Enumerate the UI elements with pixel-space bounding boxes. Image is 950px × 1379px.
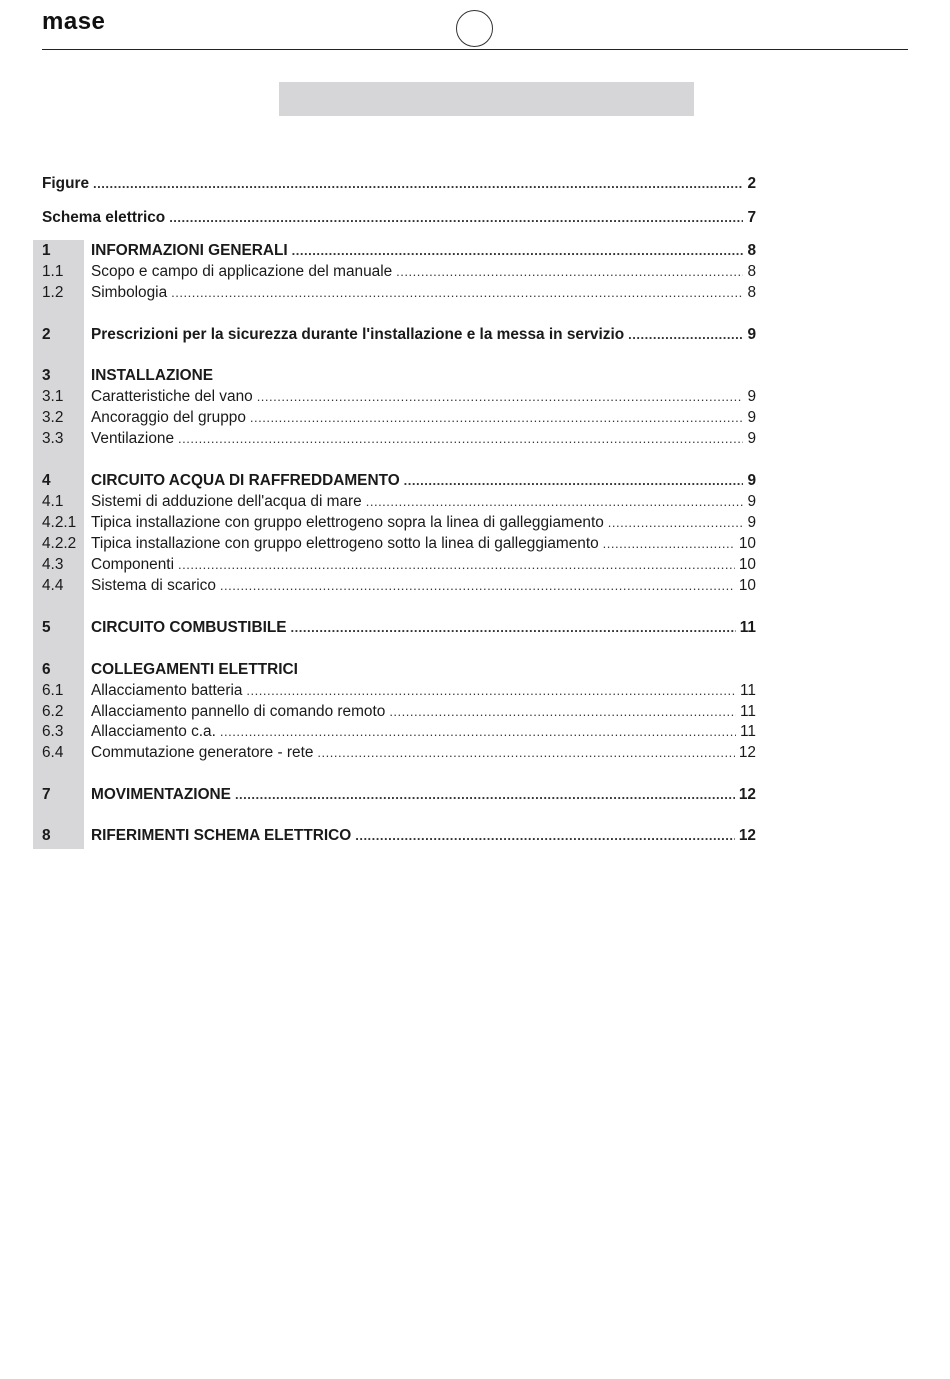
toc-entry-number: 4.4: [42, 577, 64, 594]
toc-leader-dots: [246, 681, 736, 701]
toc-leader-dots: [93, 174, 743, 194]
toc-entry-page: 10: [738, 535, 756, 552]
toc-entry-number: 4: [42, 472, 51, 489]
toc-entry-title: Componenti: [91, 556, 174, 573]
toc-entry-page: 11: [739, 619, 756, 636]
toc-entry-number: 1.1: [42, 263, 64, 280]
toc-entry-title: Figure: [42, 175, 90, 192]
toc-leader-dots: [178, 429, 743, 449]
toc-entry[interactable]: [42, 492, 756, 512]
toc-entry-number: 3.3: [42, 430, 64, 447]
toc-leader-dots: [220, 722, 736, 742]
toc-leader-dots: [404, 471, 744, 491]
toc-entry-number: 3.1: [42, 388, 64, 405]
toc-entry-number: 6.3: [42, 723, 64, 740]
toc-leader-dots: [257, 387, 744, 407]
toc-entry-title: Commutazione generatore - rete: [91, 744, 314, 761]
toc-entry-number: 6.4: [42, 744, 64, 761]
toc-leader-dots: [291, 618, 736, 638]
toc-entry-title: INSTALLAZIONE: [91, 367, 213, 384]
brand-logo: mase: [42, 8, 106, 35]
toc-entry-number: 4.1: [42, 493, 64, 510]
toc-entry-page: 9: [747, 409, 756, 426]
toc-entry-page: 11: [740, 682, 756, 699]
toc-entry[interactable]: [42, 387, 756, 407]
toc-leader-dots: [292, 241, 744, 261]
toc-entry-number: 6.1: [42, 682, 64, 699]
toc-entry-page: 9: [747, 493, 756, 510]
title-bar: [279, 82, 694, 116]
toc-entry[interactable]: [42, 826, 756, 846]
toc-entry-number: 1.2: [42, 284, 64, 301]
toc-entry-page: 10: [738, 577, 756, 594]
toc-entry-page: 9: [747, 388, 756, 405]
toc-entry[interactable]: [42, 618, 756, 638]
toc-entry-number: 6.2: [42, 703, 64, 720]
toc-entry[interactable]: [42, 408, 756, 428]
toc-leader-dots: [250, 408, 744, 428]
toc-entry[interactable]: [42, 325, 756, 345]
toc-entry-title: CIRCUITO ACQUA DI RAFFREDDAMENTO: [91, 472, 400, 489]
toc-entry-title: Ancoraggio del gruppo: [91, 409, 246, 426]
toc-entry-number: 3: [42, 367, 51, 384]
toc-entry-page: 12: [738, 744, 756, 761]
toc-entry-page: 9: [747, 430, 756, 447]
toc-entry[interactable]: [42, 283, 756, 303]
toc-entry-page: 8: [747, 242, 756, 259]
toc-entry-title: COLLEGAMENTI ELETTRICI: [91, 661, 298, 678]
toc-entry[interactable]: [42, 534, 756, 554]
toc-entry-title: Allacciamento pannello di comando remoto: [91, 703, 386, 720]
toc-entry[interactable]: [42, 555, 756, 575]
toc-entry-page: 9: [747, 514, 756, 531]
toc-entry-number: 1: [42, 242, 51, 259]
toc-entry-page: 8: [747, 263, 756, 280]
toc-entry-number: 2: [42, 326, 51, 343]
toc-leader-dots: [317, 743, 734, 763]
toc-entry-number: 4.2.2: [42, 535, 77, 552]
toc-leader-dots: [171, 283, 743, 303]
toc-leader-dots: [366, 492, 744, 512]
toc-entry[interactable]: [42, 262, 756, 282]
toc-leader-dots: [396, 262, 743, 282]
toc-entry-title: MOVIMENTAZIONE: [91, 786, 231, 803]
toc-entry-page: 9: [747, 326, 756, 343]
toc-entry-schema-elettrico[interactable]: [42, 208, 756, 228]
toc-leader-dots: [603, 534, 735, 554]
toc-entry[interactable]: [42, 241, 756, 261]
toc-entry-number: 8: [42, 827, 51, 844]
toc-entry-page: 12: [738, 827, 756, 844]
toc-entry-page: 9: [747, 472, 756, 489]
toc-entry-title: CIRCUITO COMBUSTIBILE: [91, 619, 287, 636]
toc-entry[interactable]: [42, 702, 756, 722]
toc-entry[interactable]: [42, 660, 756, 680]
toc-leader-dots: [608, 513, 744, 533]
toc-entry-title: Prescrizioni per la sicurezza durante l'installazione e la messa in servizio: [91, 326, 625, 343]
toc-entry-number: 3.2: [42, 409, 64, 426]
header-rule: [42, 49, 908, 50]
toc-entry[interactable]: [42, 576, 756, 596]
toc-entry-number: 4.3: [42, 556, 64, 573]
toc-leader-dots: [628, 325, 743, 345]
toc-entry[interactable]: [42, 429, 756, 449]
toc-entry-title: RIFERIMENTI SCHEMA ELETTRICO: [91, 827, 352, 844]
toc-entry[interactable]: [42, 681, 756, 701]
toc-entry-page: 11: [740, 723, 756, 740]
toc-leader-dots: [178, 555, 735, 575]
toc-entry-figure[interactable]: [42, 174, 756, 194]
toc-entry-title: Allacciamento c.a.: [91, 723, 216, 740]
toc-entry-title: Scopo e campo di applicazione del manuale: [91, 263, 393, 280]
toc-entry-title: Simbologia: [91, 284, 168, 301]
toc-entry-title: Sistema di scarico: [91, 577, 216, 594]
toc-entry[interactable]: [42, 471, 756, 491]
toc-entry-number: 5: [42, 619, 51, 636]
toc-entry-title: Tipica installazione con gruppo elettrogeno sopra la linea di galleggiamento: [91, 514, 604, 531]
toc-leader-dots: [355, 826, 735, 846]
toc-entry[interactable]: [42, 513, 756, 533]
toc-entry[interactable]: [42, 722, 756, 742]
toc-entry-number: 6: [42, 661, 51, 678]
toc-entry[interactable]: [42, 785, 756, 805]
toc-entry-title: Schema elettrico: [42, 209, 166, 226]
toc-entry-page: 7: [747, 209, 756, 226]
toc-entry-title: Sistemi di adduzione dell'acqua di mare: [91, 493, 362, 510]
toc-entry-number: 7: [42, 786, 51, 803]
toc-leader-dots: [235, 785, 735, 805]
toc-entry-title: INFORMAZIONI GENERALI: [91, 242, 288, 259]
toc-entry-page: 11: [740, 703, 756, 720]
toc-entry-title: Ventilazione: [91, 430, 175, 447]
toc-leader-dots: [220, 576, 735, 596]
toc-entry[interactable]: [42, 366, 756, 386]
toc-entry-title: Tipica installazione con gruppo elettrogeno sotto la linea di galleggiamento: [91, 535, 599, 552]
toc-entry-page: 2: [747, 175, 756, 192]
toc-leader-dots: [169, 208, 743, 228]
toc-entry-number: 4.2.1: [42, 514, 77, 531]
page-number-circle: [456, 10, 493, 47]
toc-entry-page: 10: [738, 556, 756, 573]
toc-entry[interactable]: [42, 743, 756, 763]
toc-entry-page: 8: [747, 284, 756, 301]
toc-entry-title: Allacciamento batteria: [91, 682, 243, 699]
toc-leader-dots: [389, 702, 736, 722]
toc-entry-title: Caratteristiche del vano: [91, 388, 253, 405]
toc-entry-page: 12: [738, 786, 756, 803]
